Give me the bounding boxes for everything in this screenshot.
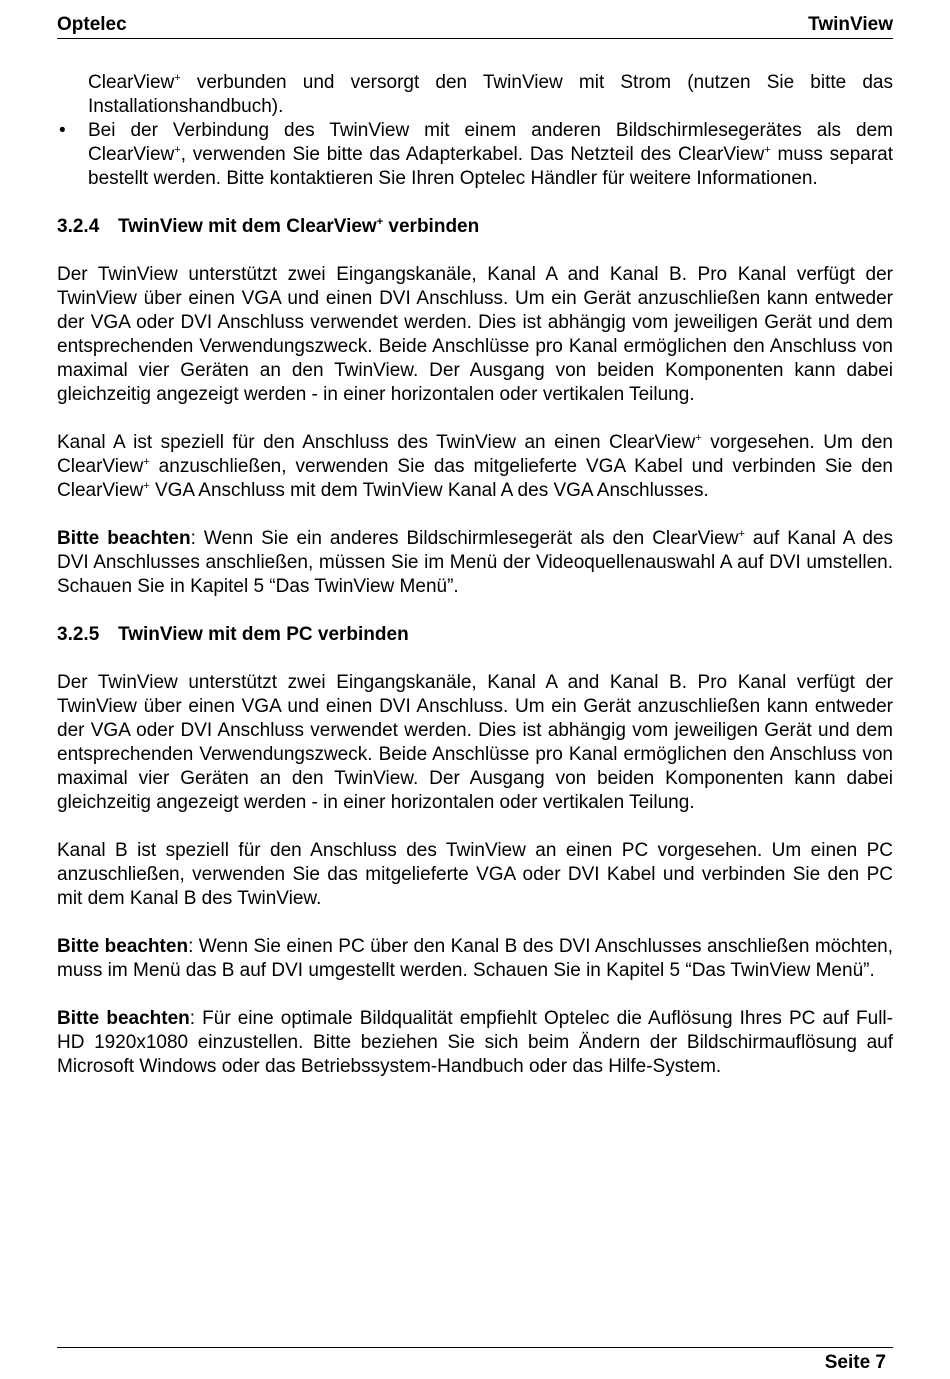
continued-paragraph: ClearView+ verbunden und versorgt den TwinView mit Strom (nutzen Sie bitte das Installationshandbuch). [88,72,893,117]
page-header [57,12,893,39]
section-heading-3-2-5: 3.2.5 TwinView mit dem PC verbinden [57,624,409,645]
header-left: Optelec [57,14,127,35]
paragraph: Der TwinView unterstützt zwei Eingangskanäle, Kanal A and Kanal B. Pro Kanal verfügt der TwinView über einen VGA und einen DVI Anschluss. Um ein Gerät anzuschließen kann entweder der VGA oder DVI Anschluss verwendet werden. Dies ist abhängig vom jeweiligen Gerät und dem entsprechenden Verwendungszweck. Beide Anschlüsse pro Kanal ermöglichen den Anschluss von maximal vier Geräten an den TwinView. Der Ausgang von beiden Komponenten kann dabei gleichzeitig angezeigt werden - in einer horizontalen oder vertikalen Teilung. [57,672,893,813]
note-paragraph: Bitte beachten: Wenn Sie einen PC über den Kanal B des DVI Anschlusses anschließen möchten, muss im Menü das B auf DVI umgestellt werden. Schauen Sie in Kapitel 5 “Das TwinView Menü”. [57,936,893,981]
paragraph: Kanal A ist speziell für den Anschluss des TwinView an einen ClearView+ vorgesehen. Um den ClearView+ anzuschließen, verwenden Sie das mitgelieferte VGA Kabel und verbinden Sie den ClearView+ VGA Anschluss mit dem TwinView Kanal A des VGA Anschlusses. [57,432,893,501]
section-heading-3-2-4: 3.2.4 TwinView mit dem ClearView+ verbinden [57,216,480,237]
page-content [57,71,893,1079]
note-label: Bitte beachten [57,1008,190,1029]
header-right: TwinView [808,14,893,35]
paragraph: Kanal B ist speziell für den Anschluss des TwinView an einen PC vorgesehen. Um einen PC anzuschließen, verwenden Sie das mitgelieferte VGA oder DVI Kabel und verbinden Sie den PC mit dem Kanal B des TwinView. [57,840,893,909]
note-label: Bitte beachten [57,528,191,549]
list-item: • Bei der Verbindung des TwinView mit einem anderen Bildschirmlesegerätes als dem ClearView+, verwenden Sie bitte das Adapterkabel. Das Netzteil des ClearView+ muss separat bestellt werden. Bitte kontaktieren Sie Ihren Optelec Händler für weitere Informationen. [59,120,893,189]
note-label: Bitte beachten [57,936,189,957]
footer-divider [57,1347,893,1348]
document-page [57,0,893,1379]
paragraph: Der TwinView unterstützt zwei Eingangskanäle, Kanal A and Kanal B. Pro Kanal verfügt der TwinView über einen VGA und einen DVI Anschluss. Um ein Gerät anzuschließen kann entweder der VGA oder DVI Anschluss verwendet werden. Dies ist abhängig vom jeweiligen Gerät und dem entsprechenden Verwendungszweck. Beide Anschlüsse pro Kanal ermöglichen den Anschluss von maximal vier Geräten an den TwinView. Der Ausgang von beiden Komponenten kann dabei gleichzeitig angezeigt werden - in einer horizontalen oder vertikalen Teilung. [57,264,893,405]
page-number: Seite 7 [824,1352,886,1373]
note-paragraph: Bitte beachten: Wenn Sie ein anderes Bildschirmlesegerät als den ClearView+ auf Kanal A des DVI Anschlusses anschließen, müssen Sie im Menü der Videoquellenauswahl A auf DVI umstellen. Schauen Sie in Kapitel 5 “Das TwinView Menü”. [57,528,893,597]
bullet-list [57,119,893,191]
note-paragraph: Bitte beachten: Für eine optimale Bildqualität empfiehlt Optelec die Auflösung Ihres PC auf Full-HD 1920x1080 einzustellen. Bitte beziehen Sie sich beim Ändern der Bildschirmauflösung auf Microsoft Windows oder das Betriebssystem-Handbuch oder das Hilfe-System. [57,1008,893,1077]
bullet-icon: • [59,120,66,141]
